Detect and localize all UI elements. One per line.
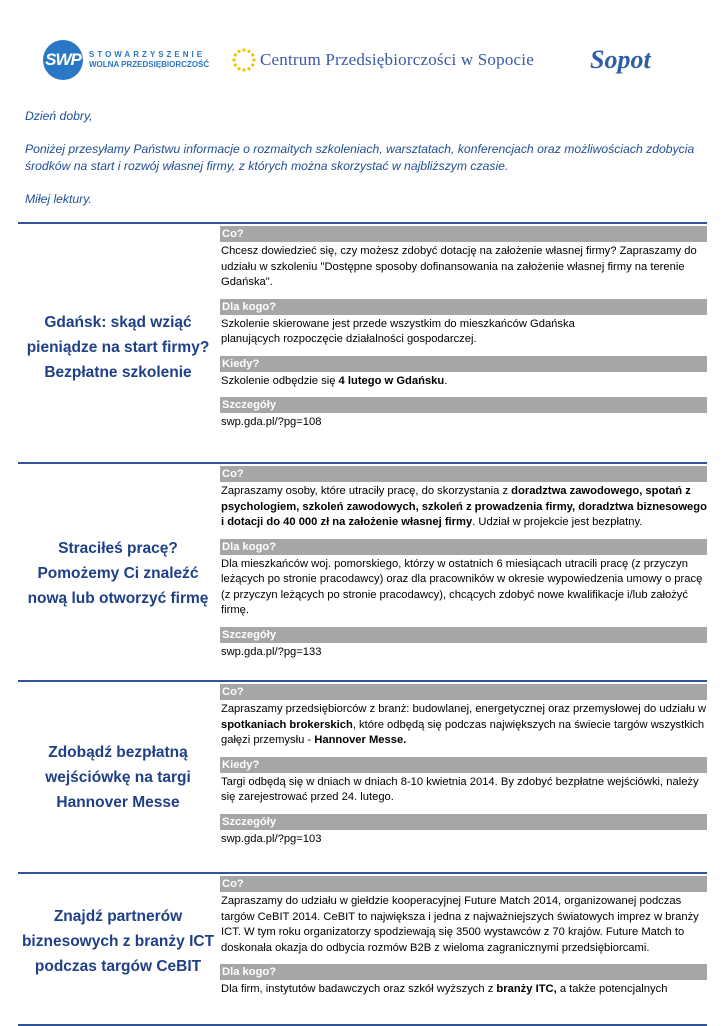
co-header: Co? <box>220 226 707 242</box>
swp-line-2: WOLNA PRZEDSIĘBIORCZOŚĆ <box>89 60 210 69</box>
section-details <box>220 876 707 1006</box>
sun-icon <box>232 48 256 72</box>
section-details <box>220 226 707 439</box>
kiedy-header: Kiedy? <box>220 356 707 372</box>
header-logos <box>0 0 725 100</box>
co-text: Chcesz dowiedzieć się, czy możesz zdobyć dotację na założenie własnej firmy? Zapraszamy do udziału w szkoleniu "Dostępne sposoby dofinansowania na założenie własnej firmy na terenie Gdańska". <box>221 245 697 288</box>
co-text: Zapraszamy przedsiębiorców z branż: budowlanej, energetycznej oraz przemysłowej do udziału w spotkaniach brokerskich, które odbędą się podczas największych na świecie targów wszystkich gałęzi przemysłu - Hannover Messe. <box>221 703 707 746</box>
kiedy-text: Szkolenie odbędzie się 4 lutego w Gdańsku. <box>221 374 448 387</box>
intro-body: Poniżej przesyłamy Państwu informacje o rozmaitych szkoleniach, warsztatach, konferencjach oraz możliwościach zdobycia środków na start i rozwój własnej firmy, z których można skorzystać w najbliższym czasie. <box>25 142 695 173</box>
dla-kogo-header: Dla kogo? <box>220 299 707 315</box>
kiedy-text: Targi odbędą się w dniach w dniach 8-10 kwietnia 2014. By zdobyć bezpłatne wejściówki, należy się zarejestrować przed 24. lutego. <box>221 775 699 803</box>
szczegoly-header: Szczegóły <box>220 397 707 413</box>
dla-kogo-text: Dla firm, instytutów badawczych oraz szkół wyższych z branży ITC, a także potencjalnych <box>221 983 668 995</box>
section-title: Zdobądź bezpłatną wejściówkę na targi Hannover Messe <box>45 744 191 811</box>
centrum-wordmark: Centrum Przedsiębiorczości w Sopocie <box>260 50 534 69</box>
sopot-wordmark: Sopot <box>590 45 651 74</box>
szczegoly-link[interactable]: swp.gda.pl/?pg=103 <box>221 832 322 845</box>
dla-kogo-text: Dla mieszkańców woj. pomorskiego, którzy w ostatnich 6 miesiącach utracili pracę (z przyczyn leżących po stronie pracodawcy) oraz dla pracowników w okresie wypowiedzenia umowy o pracę (z przyczyn leżących po stronie pracodawcy), chcących zdobyć nowe kwalifikacje i/lub założyć firmę. <box>221 557 703 616</box>
section-details <box>220 466 707 668</box>
sopot-logo <box>590 45 651 75</box>
szczegoly-link[interactable]: swp.gda.pl/?pg=133 <box>221 645 322 658</box>
section-dotacja <box>18 222 707 464</box>
dla-kogo-text <box>220 315 707 348</box>
section-hannover <box>18 680 707 874</box>
greeting: Dzień dobry, <box>25 109 93 123</box>
dla-kogo-line-2: planujących rozpoczęcie działalności gospodarczej. <box>221 333 477 345</box>
swp-line-1: STOWARZYSZENIE <box>89 50 206 59</box>
co-header: Co? <box>220 684 707 700</box>
section-details <box>220 684 707 855</box>
dla-kogo-header: Dla kogo? <box>220 539 707 555</box>
swp-mark: SWP <box>43 40 83 80</box>
kiedy-date: 4 lutego w Gdańsku <box>338 374 445 387</box>
co-header: Co? <box>220 876 707 892</box>
dla-kogo-header: Dla kogo? <box>220 964 707 980</box>
intro-closing: Miłej lektury. <box>25 192 92 206</box>
intro <box>25 108 705 224</box>
co-text: Zapraszamy do udziału w giełdzie kooperacyjnej Future Match 2014, organizowanej podczas targów CeBIT 2014. CeBIT to największa i jedna z najważniejszych światowych imprez w branży ICT. W tym roku organizatorzy spodziewają się 3500 wystawców z 70 krajów. Future Match to doskonała okazja do odbycia rozmów B2B z wieloma zagranicznymi przedsiębiorcami. <box>221 895 699 954</box>
section-title: Znajdź partnerów biznesowych z branży ICT podczas targów CeBIT <box>21 908 215 975</box>
section-title: Gdańsk: skąd wziąć pieniądze na start firmy? Bezpłatne szkolenie <box>26 314 210 381</box>
co-header: Co? <box>220 466 707 482</box>
section-title: Straciłeś pracę? Pomożemy Ci znaleźć nową lub otworzyć firmę <box>27 540 209 607</box>
dla-kogo-line-1: Szkolenie skierowane jest przede wszystkim do mieszkańców Gdańska <box>221 317 575 330</box>
kiedy-header: Kiedy? <box>220 757 707 773</box>
szczegoly-header: Szczegóły <box>220 814 707 830</box>
szczegoly-link[interactable]: swp.gda.pl/?pg=108 <box>221 416 322 428</box>
co-text: Zapraszamy osoby, które utraciły pracę, do skorzystania z doradztwa zawodowego, spotań z psychologiem, szkoleń zawodowych, szkoleń z prowadzenia firmy, doradztwa biznesowego i dotacji do 40 000 zł na założenie własnej firmy. Udział w projekcie jest bezpłatny. <box>221 485 707 528</box>
swp-logo <box>43 40 209 80</box>
section-cebit <box>18 872 707 1026</box>
szczegoly-header: Szczegóły <box>220 627 707 643</box>
swp-wordmark <box>89 50 209 70</box>
centrum-logo <box>232 48 534 72</box>
section-utrata-pracy <box>18 462 707 682</box>
